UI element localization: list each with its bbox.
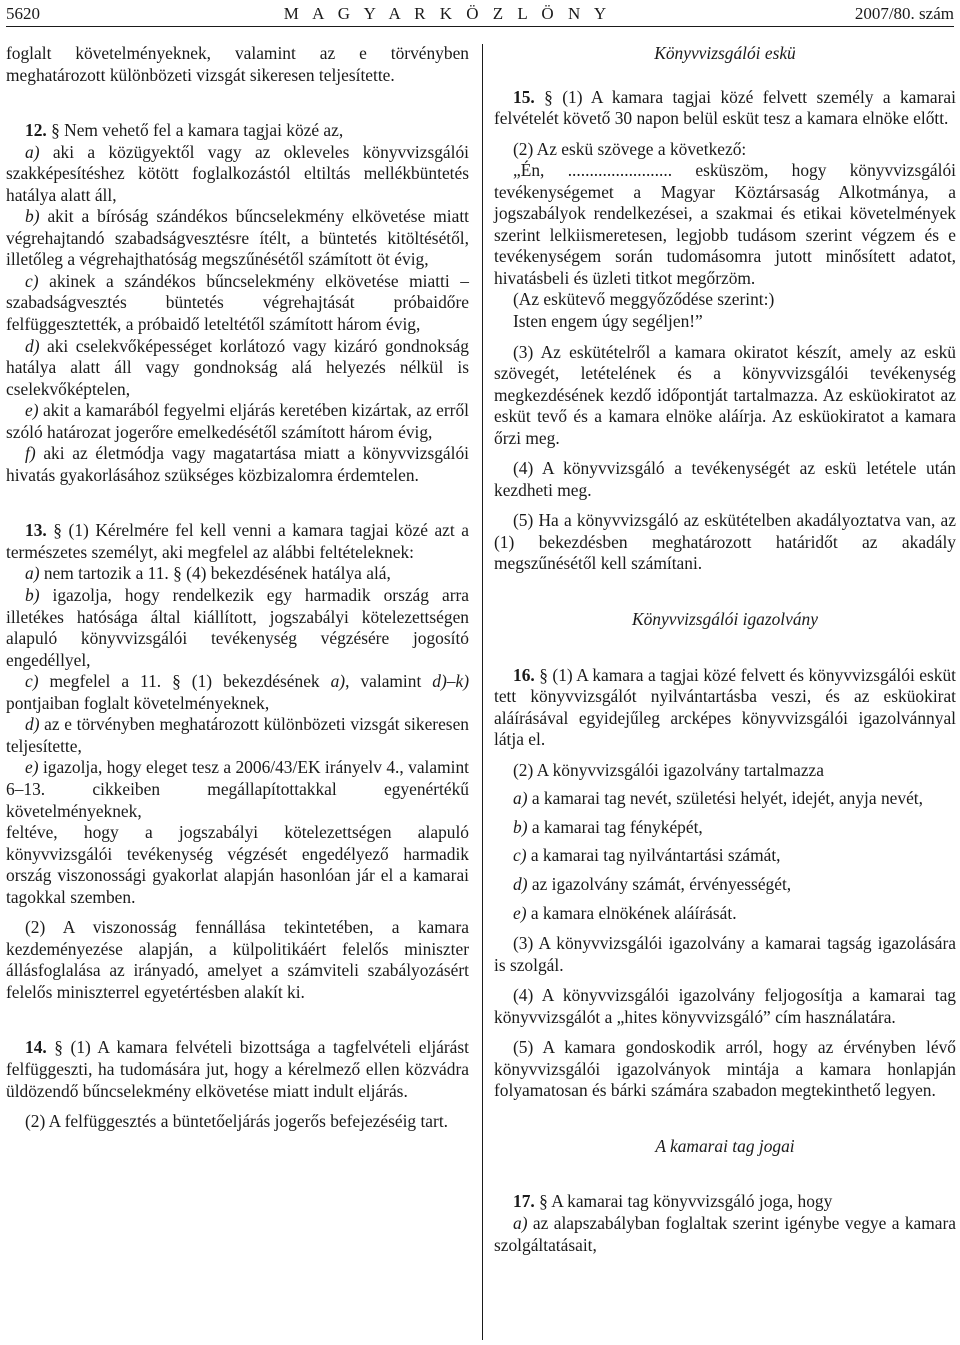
left-column [6, 43, 469, 1133]
section-12-item-d: d) aki cselekvőképességet korlátozó vagy kizáró gondnokság hatálya alatt áll vagy gondnokság alá helyezés nélkül is cselekvőképtelen, [6, 335, 469, 399]
section-number: 17. [513, 1191, 535, 1212]
section-16-item-a: a) a kamarai tag nevét, születési helyét, idejét, anyja nevét, [513, 788, 923, 809]
subheading-member-rights: A kamarai tag jogai [655, 1135, 795, 1156]
section-16-item-e: e) a kamara elnökének aláírását. [513, 902, 737, 923]
section-17-item-a: a) az alapszabályban foglaltak szerint igénybe vegye a kamara szolgáltatásait, [494, 1212, 956, 1255]
section-16-paragraph-4: (4) A könyvvizsgálói igazolvány feljogosítja a kamarai tag könyvvizsgálót a „hites könyvvizsgáló” cím használatára. [494, 985, 956, 1027]
section-13-item-a: a) nem tartozik a 11. § (4) bekezdésének hatálya alá, [25, 563, 391, 584]
section-13-intro: 13. § (1) Kérelmére fel kell venni a kamara tagjai közé azt a természetes személyt, aki megfelel az alábbi feltételeknek: [6, 520, 469, 562]
right-column [494, 43, 956, 1256]
section-number: 14. [25, 1037, 47, 1058]
section-13-item-c: c) megfelel a 11. § (1) bekezdésének a), valamint d)–k) pontjaiban foglalt követelményeknek, [6, 671, 469, 713]
journal-title: M A G Y A R K Ö Z L Ö N Y [283, 4, 612, 23]
section-12-item-e: e) akit a kamarából fegyelmi eljárás keretében kizártak, az erről szóló határozat jogerőre emelkedésétől számított három évig, [6, 400, 469, 442]
section-16-paragraph-2: (2) A könyvvizsgálói igazolvány tartalmazza [513, 759, 824, 780]
section-16-paragraph-3: (3) A könyvvizsgálói igazolvány a kamarai tagság igazolására is szolgál. [494, 933, 956, 975]
column-divider [482, 44, 483, 1340]
page-header [6, 2, 954, 26]
section-14-paragraph-2: (2) A felfüggesztés a büntetőeljárás jogerős befejezéséig tart. [25, 1111, 448, 1132]
section-16-item-d: d) az igazolvány számát, érvényességét, [513, 873, 792, 894]
section-13-tail: feltéve, hogy a jogszabályi kötelezettségen alapuló könyvvizsgálói tevékenység végzését engedélyező harmadik ország viszonossági gyakorlat alapján hasonlóan jár el a kamarai tagokkal szemben. [6, 822, 469, 907]
section-13-item-d: d) az e törvényben meghatározott különbözeti vizsgát sikeresen teljesítette, [6, 714, 469, 756]
oath-closing: Isten engem úgy segéljen!” [513, 311, 703, 332]
page-number: 5620 [6, 4, 40, 23]
paragraph-continuation: foglalt követelményeknek, valamint az e törvényben meghatározott különbözeti vizsgát sikeresen teljesítette. [6, 43, 469, 85]
section-13-item-e: e) igazolja, hogy eleget tesz a 2006/43/EK irányelv 4., valamint 6–13. cikkeiben megállapítottakkal egyenértékű követelményeknek, [6, 757, 469, 821]
oath-text: „Én, ........................ esküszöm, hogy könyvvizsgálói tevékenységemet a Magyar Köztársaság Alkotmánya, a jogszabályok rendelkezései, a szakmai és etikai követelmények szerint lelkiismeretesen, legjobb tudásom szerint végzem és e tevékenységem során tudomásomra jutott minősített adatot, hivatásbeli és üzleti titkot megőrzöm. [494, 160, 956, 288]
section-12-item-a: a) aki a közügyektől vagy az okleveles könyvvizsgálói szakképesítéshez kötött foglalkozástól eltiltás mellékbüntetés hatálya alatt áll, [6, 141, 469, 205]
section-15-paragraph-4: (4) A könyvvizsgáló a tevékenységét az eskü letétele után kezdheti meg. [494, 458, 956, 500]
section-number: 12. [25, 120, 47, 141]
oath-note: (Az eskütevő meggyőződése szerint:) [513, 289, 775, 310]
section-14-paragraph-1: 14. § (1) A kamara felvételi bizottsága a tagfelvételi eljárást felfüggeszti, ha tudomására jut, hogy a kérelmező ellen közvádra üldözendő bűncselekmény elkövetése miatt indult eljárás. [6, 1037, 469, 1101]
section-13-item-b: b) igazolja, hogy rendelkezik egy harmadik ország arra illetékes hatósága által kiállított, jogszabályi kötelezettségen alapuló könyvvizsgálói tevékenység végzésére jogosító engedéllyel, [6, 585, 469, 670]
section-number: 15. [513, 86, 535, 107]
section-16-item-b: b) a kamarai tag fényképét, [513, 816, 703, 837]
header-rule [6, 26, 954, 27]
section-number: 13. [25, 520, 47, 541]
section-16-item-c: c) a kamarai tag nyilvántartási számát, [513, 845, 781, 866]
issue-number: 2007/80. szám [854, 4, 954, 23]
section-12-item-f: f) aki az életmódja vagy magatartása miatt a könyvvizsgálói hivatás gyakorlásához szükséges közbizalomra érdemtelen. [6, 443, 469, 485]
section-16-paragraph-5: (5) A kamara gondoskodik arról, hogy az érvényben lévő könyvvizsgálói igazolványok mintája a kamara honlapján folyamatosan és bárki számára szabadon megtekinthető legyen. [494, 1037, 956, 1101]
section-15-paragraph-2: (2) Az eskü szövege a következő: [513, 138, 747, 159]
section-16-paragraph-1: 16. § (1) A kamara a tagjai közé felvett és könyvvizsgálói esküt tett könyvvizsgálót nyilvántartásba veszi, és az esküokirat aláírásával egyidejűleg arcképes könyvvizsgálói igazolvánnyal látja el. [494, 664, 956, 750]
section-12-intro: 12. § Nem vehető fel a kamara tagjai közé az, [25, 120, 344, 141]
section-15-paragraph-5: (5) Ha a könyvvizsgáló az eskütételben akadályoztatva van, az (1) bekezdésben meghatározott határidőt az akadály megszűnésétől kell számítani. [494, 510, 956, 574]
section-15-paragraph-1: 15. § (1) A kamara tagjai közé felvett személy a kamarai felvételét követő 30 napon belül esküt tesz a kamara elnöke előtt. [494, 86, 956, 129]
section-17-intro: 17. § A kamarai tag könyvvizsgáló joga, hogy [513, 1191, 833, 1212]
section-12-item-c: c) akinek a szándékos bűncselekmény elkövetése miatti – szabadságvesztés büntetés végrehajtását próbaidőre felfüggesztették, a próbaidő leteltétől számított három évig, [6, 270, 469, 335]
section-number: 16. [513, 664, 535, 685]
section-13-paragraph-2: (2) A viszonosság fennállása tekintetében, a kamara kezdeményezése alapján, a külpolitikáért felelős miniszter állásfoglalása az irányadó, amelyet a számviteli szabályozásért felelős miniszterrel egyetértésben alakít ki. [6, 917, 469, 1002]
section-15-paragraph-3: (3) Az eskütételről a kamara okiratot készít, amely az eskü szövegét, letételének és a könyvvizsgálói tevékenység megkezdésének kezdő időpontját tartalmazza. Az esküokiratot az esküt tevő és a kamara elnöke aláírja. Az esküokiratot a kamara őrzi meg. [494, 341, 956, 448]
subheading-id-card: Könyvvizsgálói igazolvány [632, 609, 818, 630]
section-12-item-b: b) akit a bíróság szándékos bűncselekmény elkövetése miatt végrehajtandó szabadságvesztésre ítélt, a büntetés kitöltésétől, illetőleg a végrehajthatóság megszűnésétől számított öt évig, [6, 206, 469, 270]
subheading-oath: Könyvvizsgálói eskü [654, 43, 796, 63]
